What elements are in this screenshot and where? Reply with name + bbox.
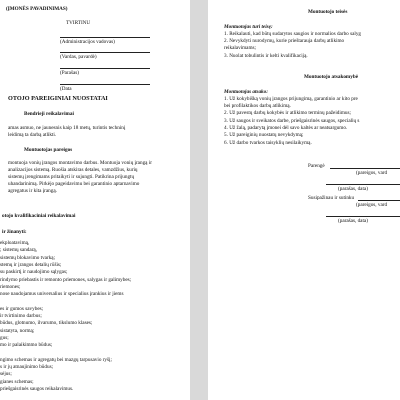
duties-text-line: montuoja vonių įrangos montavimo darbus. Montuoja vonių įrangą ir (8, 160, 152, 166)
section-title-responsibility: Montuotojo atsakomybė (304, 74, 359, 80)
acknowledged-date: (parašas, data) (338, 218, 368, 224)
signature-line (358, 200, 400, 201)
signature-line (60, 84, 150, 85)
general-text-line: amas asmuo, ne jaunesnis kaip 18 metų, turintis techninį (8, 125, 126, 131)
section-title-qualification: otojo kvalifikaciniai reikalavimai (2, 213, 76, 219)
signature-line (60, 52, 150, 53)
rights-item: 2. Nevykdyti nurodymų, kurie prieštarauja darbų atlikimo (224, 38, 345, 44)
prepared-by-role: (pareigos, vard (356, 170, 388, 176)
general-text-line: leidimą ta darbą atlikti. (8, 132, 57, 138)
prepared-by-label: Parengė (308, 163, 325, 169)
duties-text-line: agregatus ir kita įrangą. (8, 188, 57, 194)
signature-line (60, 37, 150, 38)
section-title-rights: Montuotojo teisės (308, 9, 348, 15)
knowledge-item: ekploatavimą, (0, 240, 30, 246)
knowledge-item: gus; (0, 334, 9, 341)
knowledge-item: būdus, glotnumo, ilvarumo, tikslumo klases; (0, 320, 93, 327)
responsibility-item: 5. Už pareiginių nuostatų nevykdymą; (224, 132, 304, 138)
rights-item: reikalavimams; (224, 45, 256, 51)
document-page-left (0, 0, 190, 400)
knowledge-item: su paskirtį ir naudojimo sąlygas; (0, 269, 68, 276)
responsibility-item: 1. Už kokybišką vonių įrangos prijungimą, garantinio ar kito pre (224, 96, 358, 102)
knowledge-item: gianes schemas; (0, 378, 34, 385)
signature-line (326, 216, 400, 217)
prepared-by-date: (parašas, data) (338, 186, 368, 192)
knowledge-item: stemų ir įrangos detalių rūšis; (0, 261, 62, 268)
acknowledged-role: (pareigos, vard (356, 202, 388, 208)
approval-line-signature: (Parašas) (60, 70, 80, 76)
knowledge-item: riemones; (0, 283, 21, 290)
document-title: OTOJO PAREIGINIAI NUOSTATAI (8, 95, 108, 102)
responsibility-subtitle: Montuotojas atsako: (224, 89, 268, 95)
signature-line (326, 184, 400, 185)
approval-line-date: (Data (60, 86, 72, 92)
knowledge-item: sėjus; (0, 371, 12, 378)
approval-label: TVIRTINU (66, 20, 91, 26)
rights-subtitle: Montuotojas turi teisę: (224, 24, 273, 30)
knowledge-item: mo ir palaikimmo būdus; (0, 342, 53, 349)
document-page-right (208, 0, 400, 400)
responsibility-item: 6. Už darbo tvarkos taisyklių nesilaikymą. (224, 140, 312, 146)
knowledge-item: s ir jų atnaujinimo būdus; (0, 364, 54, 371)
responsibility-item: bei profilaktikos darbų atlikimą. (224, 103, 291, 109)
duties-text-line: analizacijos sistemą. Ruošia atskiras detales, vamzdžius, kurių (8, 167, 138, 173)
acknowledged-label: Susipažinau ir sutinku (308, 195, 355, 201)
knowledge-item: es ir gumos savybes; (0, 305, 44, 312)
knowledge-item: ngimo schemas ir agregatų bei mazgų tarpusavio ryšį; (0, 356, 112, 363)
subsection-title-knowledge: ir žinanyti: (2, 229, 27, 235)
knowledge-item: rindymo priebastis ir remonto priemones, salygas ir galimybes; (0, 276, 132, 283)
responsibility-item: 4. Už žalą, padarytą įmonei dėl savo kaltės ar neatsargumo. (224, 125, 348, 131)
knowledge-item: sistemų blokavimo tvarką; (0, 254, 56, 261)
duties-text-line: uhandarinimą. Pirkėjo pageidavimu bei garantinio aptarnavimo (8, 181, 140, 187)
duties-text-line: sistemų įrengimams pritaikyti ir sujungti. Patikrina prijungtų (8, 174, 135, 180)
section-title-general: Bendrieji reikalavimai (24, 111, 74, 117)
signature-line (60, 68, 150, 69)
knowledge-item: ir tvirtinimo darbus; (0, 313, 42, 319)
responsibility-item: 3. Už saugos ir sveikatos darbe, priešgaisrinės saugos, specialių s (224, 118, 360, 124)
rights-item: 3. Nuolat tobulintis ir kelti kvalifikaciją. (224, 53, 308, 59)
approval-line-admin: (Administracijos vadovas) (60, 39, 115, 45)
rights-item: 1. Reikalauti, kad būtų sudarytos saugios ir normalios darbo salyg (224, 31, 362, 37)
knowledge-item: sistatyta, normą; (0, 327, 35, 334)
responsibility-item: 2. Už pavestų darbų kokybės ir atlikimo terminų pažeidimus; (224, 110, 351, 116)
knowledge-item: priešgaisrinės saugos reikalavimus. (0, 386, 74, 392)
signature-line (330, 168, 400, 169)
approval-line-name: (Vardas, pavardė) (60, 54, 97, 60)
knowledge-item: nose naudojamus universalius ir specialius įrankius ir jiems (0, 291, 124, 298)
knowledge-item: ; sistemų sandarą, (0, 247, 38, 254)
company-name: (ĮMONĖS PAVADINIMAS) (6, 6, 68, 12)
section-title-duties: Montuotojas pareigos (24, 147, 73, 153)
